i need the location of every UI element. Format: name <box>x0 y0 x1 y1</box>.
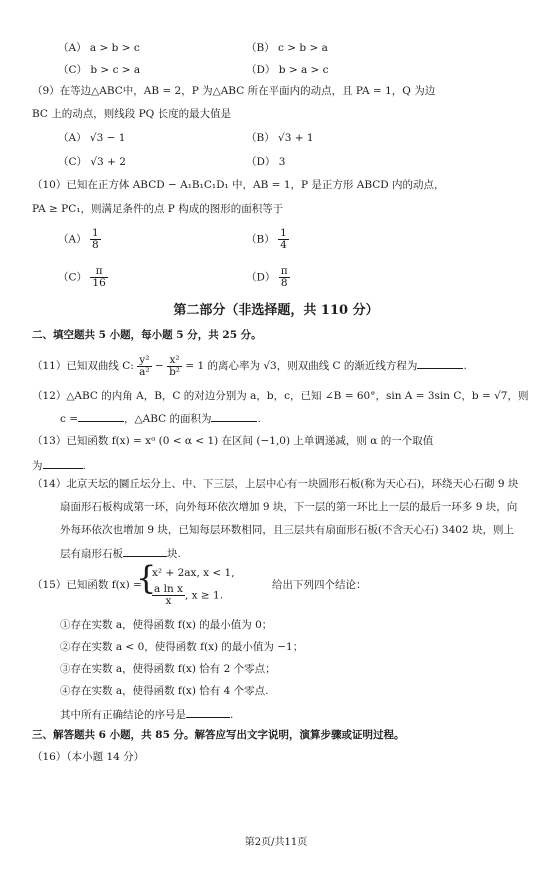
q14-stem-line4: 层有扇形石板 块. <box>60 548 181 560</box>
q10-stem-line1: （10）已知在正方体 ABCD − A₁B₁C₁D₁ 中，AB = 1，P 是正方形 ABCD 内的动点， <box>32 179 445 191</box>
q14-stem-line2: 扇面形石板构成第一环，向外每环依次增加 9 块，下一层的第一环比上一层的最后一环多 9 块，向 <box>60 501 518 513</box>
q15-conclusion-2: ②存在实数 a < 0，使得函数 f(x) 的最小值为 −1； <box>60 641 304 653</box>
q15-conclusion-3: ③存在实数 a，使得函数 f(x) 恰有 2 个零点； <box>60 663 276 675</box>
q8-option-d: （D） b > a > c <box>246 64 329 76</box>
q15-answer-blank[interactable] <box>186 707 230 718</box>
q15-ask: 其中所有正确结论的序号是 . <box>60 709 234 721</box>
q10-stem-line2: PA ≥ PC₁，则满足条件的点 P 构成的图形的面积等于 <box>32 203 284 215</box>
q9-option-b: （B） √3 + 1 <box>246 132 314 144</box>
page-footer: 第2页/共11页 <box>244 837 308 848</box>
q9-option-d: （D） 3 <box>246 156 286 168</box>
q12-stem-line2: c = ，△ABC 的面积为 . <box>60 413 261 425</box>
q12-stem-line1: （12）△ABC 的内角 A，B，C 的对边分别为 a，b，c，已知 ∠B = 60°，sin A = 3sin C，b = √7，则 <box>32 390 529 402</box>
q10-option-c: （C） $\frac{\pi}{16}$ <box>58 265 106 289</box>
piecewise-brace-icon: { <box>136 559 157 597</box>
q9-stem-line1: （9）在等边△ABC中，AB = 2，P 为△ABC 所在平面内的动点，且 PA = 1，Q 为边 <box>32 85 436 97</box>
q11-stem: （11）已知双曲线 C: $\frac{\text{y²}}{\text{a²}}$ − $\frac{\text{x²}}{\text{b²}}$ = 1 的离心率为 √3，则双曲线 C 的渐近线方程为 . <box>32 353 467 378</box>
q8-option-c: （C） b > c > a <box>58 64 141 76</box>
q9-stem-line2: BC 上的动点，则线段 PQ 长度的最大值是 <box>32 108 232 120</box>
q13-stem-line2: 为 . <box>32 460 86 472</box>
q15-case2: $\frac{\text{a ln x}}{x}$ , x ≥ 1. <box>154 583 224 607</box>
q15-case1: x² + 2ax, x < 1, <box>152 567 235 579</box>
q12-answer-blank-area[interactable] <box>211 411 257 422</box>
q10-option-a: （A） $\frac{1}{8}$ <box>58 227 99 251</box>
q13-answer-blank[interactable] <box>43 458 83 469</box>
q9-option-c: （C） √3 + 2 <box>58 156 126 168</box>
q14-answer-blank[interactable] <box>123 546 167 557</box>
q15-conclusion-4: ④存在实数 a，使得函数 f(x) 恰有 4 个零点. <box>60 685 269 697</box>
q14-stem-line3: 外每环依次也增加 9 块，已知每层环数相同，且三层共有扇面形石板(不含天心石) 3402 块，则上 <box>60 524 514 536</box>
section3-header: 三、解答题共 6 小题，共 85 分。解答应写出文字说明，演算步骤或证明过程。 <box>32 729 405 741</box>
q13-stem-line1: （13）已知函数 f(x) = xᵅ (0 < α < 1) 在区间 (−1,0) 上单调递减，则 α 的一个取值 <box>32 435 434 447</box>
q15-stem-pre: （15）已知函数 f(x) = <box>32 579 142 591</box>
q15-conclusion-1: ①存在实数 a，使得函数 f(x) 的最小值为 0； <box>60 619 273 631</box>
q11-answer-blank[interactable] <box>417 358 463 369</box>
q15-stem-post: 给出下列四个结论： <box>272 579 367 591</box>
q14-stem-line1: （14）北京天坛的圜丘坛分上、中、下三层，上层中心有一块圆形石板(称为天心石)，环绕天心石砌 9 块 <box>32 478 519 490</box>
q16-title: （16）（本小题 14 分） <box>32 751 145 763</box>
q10-option-d: （D） $\frac{\pi}{8}$ <box>246 265 288 289</box>
part2-title: 第二部分（非选择题，共 110 分） <box>173 303 379 318</box>
q9-option-a: （A） √3 − 1 <box>58 132 126 144</box>
section2-header: 二、填空题共 5 小题，每小题 5 分，共 25 分。 <box>32 329 262 341</box>
q8-option-b: （B） c > b > a <box>246 42 328 54</box>
q12-answer-blank-c[interactable] <box>78 411 124 422</box>
q8-option-a: （A） a > b > c <box>58 42 140 54</box>
q10-option-b: （B） $\frac{1}{4}$ <box>246 227 287 251</box>
